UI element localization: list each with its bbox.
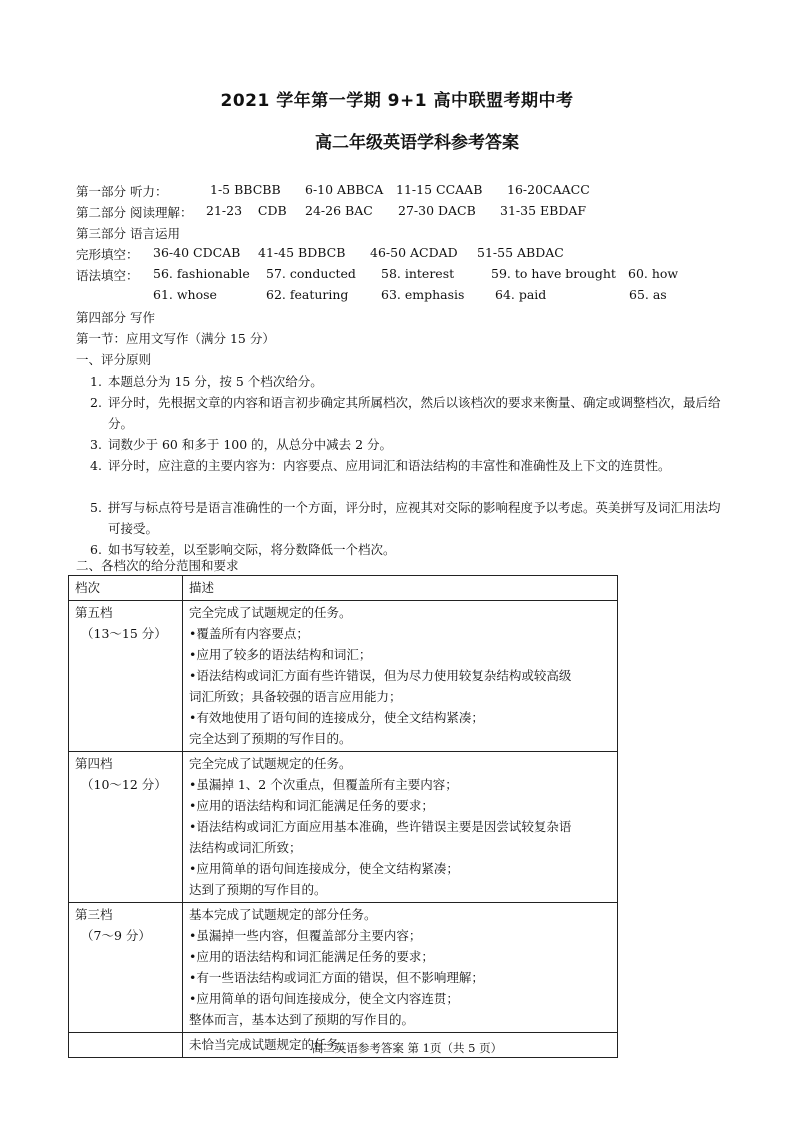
principle-text: 词数少于 60 和多于 100 的，从总分中减去 2 分。 [108, 437, 393, 452]
document-title: 2021 学年第一学期 9+1 高中联盟考期中考 [220, 91, 574, 111]
table-header-row [69, 576, 618, 601]
answer-item: 46-50 ACDAD [370, 245, 458, 260]
cloze-label: 完形填空： [76, 247, 139, 262]
answer-item: 36-40 CDCAB [153, 245, 241, 260]
principle-text: 评分时，应注意的主要内容为：内容要点、应用词汇和语法结构的丰富性和准确性及上下文的连贯性。 [108, 458, 671, 473]
description-line: 达到了预期的写作目的。 [189, 882, 327, 897]
answer-item: 59. to have brought [491, 266, 616, 281]
answer-item: 41-45 BDBCB [258, 245, 346, 260]
principle-text: 本题总分为 15 分，按 5 个档次给分。 [108, 374, 323, 389]
principle-number: 6. [90, 542, 102, 557]
principle-number: 5. [90, 500, 102, 515]
description-line: •语法结构或词汇方面应用基本准确，些许错误主要是因尝试较复杂语 [189, 819, 572, 834]
answer-item: 61. whose [153, 287, 217, 302]
answer-item: 16-20CAACC [507, 182, 590, 197]
part3-label: 第三部分 语言运用 [76, 226, 180, 241]
principle-text: 评分时，先根据文章的内容和语言初步确定其所属档次，然后以该档次的要求来衡量、确定或调整档次，最后给分。 [108, 395, 721, 431]
answer-item: 56. fashionable [153, 266, 250, 281]
principle-number: 4. [90, 458, 102, 473]
description-line: 整体而言，基本达到了预期的写作目的。 [189, 1012, 415, 1027]
part2-label: 第二部分 阅读理解： [76, 205, 193, 220]
principle-text: 如书写较差，以至影响交际，将分数降低一个档次。 [108, 542, 396, 557]
principles-heading: 一、评分原则 [76, 352, 152, 367]
principle-text: 拼写与标点符号是语言准确性的一个方面，评分时，应视其对交际的影响程度予以考虑。英美拼写及词汇用法均可接受。 [108, 500, 721, 536]
answer-item: 64. paid [495, 287, 547, 302]
description-cell [183, 601, 618, 752]
section1-label: 第一节：应用文写作（满分 15 分） [76, 331, 275, 346]
description-cell [183, 752, 618, 903]
grading-table [68, 575, 618, 1058]
description-line: •有效地使用了语句间的连接成分，使全文结构紧凑； [189, 710, 484, 725]
description-line: •应用的语法结构和词汇能满足任务的要求； [189, 798, 434, 813]
description-line: •语法结构或词汇方面有些许错误，但为尽力使用较复杂结构或较高级 [189, 668, 572, 683]
principle-number: 3. [90, 437, 102, 452]
description-line: 完全完成了试题规定的任务。 [189, 605, 352, 620]
level-name: 第五档 [75, 605, 113, 620]
answer-item: 51-55 ABDAC [477, 245, 564, 260]
principle-item [90, 392, 730, 434]
answer-item: 62. featuring [266, 287, 349, 302]
table-row [69, 601, 618, 752]
answer-item: 6-10 ABBCA [305, 182, 384, 197]
answer-item: 1-5 BBCBB [210, 182, 281, 197]
table-row [69, 903, 618, 1033]
principle-item [90, 497, 730, 539]
description-line: 未恰当完成试题规定的任务。 [189, 1037, 352, 1052]
column-header-description: 描述 [183, 576, 618, 601]
table-row [69, 752, 618, 903]
level-cell [69, 752, 183, 903]
part4-label: 第四部分 写作 [76, 310, 155, 325]
principle-number: 2. [90, 395, 102, 410]
description-line: •覆盖所有内容要点； [189, 626, 309, 641]
answer-item: 24-26 BAC [305, 203, 373, 218]
answer-item: 31-35 EBDAF [500, 203, 587, 218]
description-line: •虽漏掉 1、2 个次重点，但覆盖所有主要内容； [189, 777, 458, 792]
level-range: （7～9 分） [81, 928, 151, 943]
level-name: 第四档 [75, 756, 113, 771]
answer-item: 27-30 DACB [398, 203, 476, 218]
level-range: （13～15 分） [81, 626, 167, 641]
description-line: •应用简单的语句间连接成分，使全文内容连贯； [189, 991, 459, 1006]
grammar-label: 语法填空： [76, 268, 139, 283]
answer-item: 60. how [628, 266, 679, 281]
description-line: •应用简单的语句间连接成分，使全文结构紧凑； [189, 861, 459, 876]
answer-item: 63. emphasis [381, 287, 465, 302]
level-cell [69, 601, 183, 752]
principle-item [90, 455, 730, 476]
answer-item: 58. interest [381, 266, 455, 281]
answer-item: 21-23 CDB [206, 203, 287, 218]
description-line: 词汇所致；具备较强的语言应用能力； [189, 689, 402, 704]
description-line: 完全完成了试题规定的任务。 [189, 756, 352, 771]
level-name: 第三档 [75, 907, 113, 922]
principle-number: 1. [90, 374, 102, 389]
document-subtitle: 高二年级英语学科参考答案 [315, 133, 519, 153]
level-range: （10～12 分） [81, 777, 167, 792]
description-line: 法结构或词汇所致； [189, 840, 302, 855]
answer-item: 57. conducted [266, 266, 356, 281]
description-line: •有一些语法结构或词汇方面的错误，但不影响理解； [189, 970, 484, 985]
principle-item [90, 371, 730, 392]
part1-label: 第一部分 听力： [76, 184, 168, 199]
page-footer: 高二英语参考答案 第 1页（共 5 页） [311, 1041, 503, 1055]
description-line: 基本完成了试题规定的部分任务。 [189, 907, 377, 922]
description-cell [183, 903, 618, 1033]
description-line: •应用的语法结构和词汇能满足任务的要求； [189, 949, 434, 964]
grading-heading: 二、各档次的给分范围和要求 [76, 558, 239, 573]
answer-item: 65. as [629, 287, 667, 302]
level-cell [69, 903, 183, 1033]
description-line: •虽漏掉一些内容，但覆盖部分主要内容； [189, 928, 422, 943]
column-header-level: 档次 [69, 576, 183, 601]
description-line: 完全达到了预期的写作目的。 [189, 731, 352, 746]
answer-item: 11-15 CCAAB [396, 182, 483, 197]
description-line: •应用了较多的语法结构和词汇； [189, 647, 372, 662]
principle-item [90, 434, 730, 455]
